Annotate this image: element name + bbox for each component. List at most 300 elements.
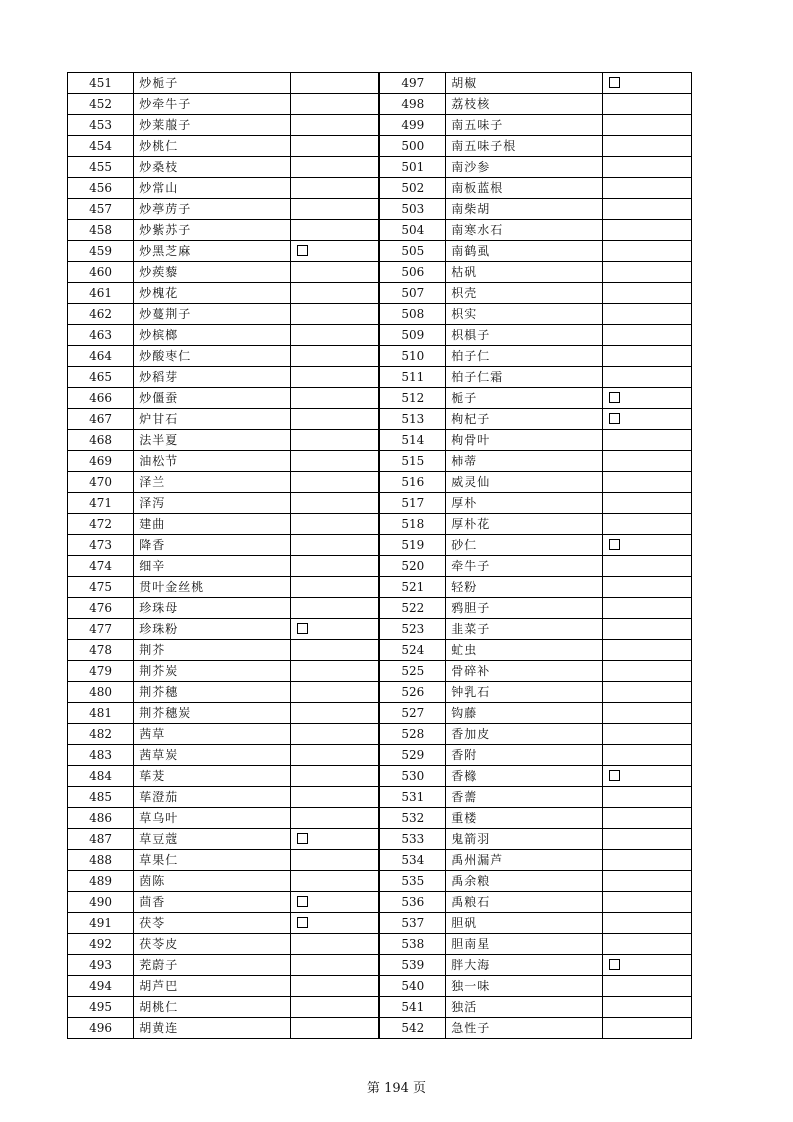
item-number: 462 bbox=[68, 304, 134, 325]
item-name: 降香 bbox=[134, 535, 291, 556]
item-name: 草果仁 bbox=[134, 850, 291, 871]
mark-cell bbox=[602, 703, 691, 724]
item-name: 炒牵牛子 bbox=[134, 94, 291, 115]
item-number: 457 bbox=[68, 199, 134, 220]
item-name: 荆芥 bbox=[134, 640, 291, 661]
item-number: 487 bbox=[68, 829, 134, 850]
mark-cell bbox=[290, 829, 379, 850]
mark-cell bbox=[290, 745, 379, 766]
mark-cell bbox=[290, 892, 379, 913]
table-row bbox=[68, 262, 692, 283]
mark-cell bbox=[290, 787, 379, 808]
item-number: 476 bbox=[68, 598, 134, 619]
table-row bbox=[68, 892, 692, 913]
mark-cell bbox=[290, 661, 379, 682]
item-number: 519 bbox=[379, 535, 445, 556]
mark-cell bbox=[602, 724, 691, 745]
item-name: 茵陈 bbox=[134, 871, 291, 892]
herb-table bbox=[67, 72, 692, 1039]
item-name: 茯苓 bbox=[134, 913, 291, 934]
item-number: 485 bbox=[68, 787, 134, 808]
item-name: 砂仁 bbox=[446, 535, 603, 556]
mark-cell bbox=[602, 871, 691, 892]
mark-cell bbox=[290, 808, 379, 829]
mark-cell bbox=[290, 367, 379, 388]
mark-cell bbox=[602, 136, 691, 157]
mark-cell bbox=[290, 262, 379, 283]
item-number: 451 bbox=[68, 73, 134, 94]
mark-cell bbox=[602, 325, 691, 346]
item-name: 独活 bbox=[446, 997, 603, 1018]
mark-cell bbox=[290, 199, 379, 220]
mark-cell bbox=[602, 346, 691, 367]
checkbox-icon[interactable] bbox=[609, 770, 620, 781]
checkbox-icon[interactable] bbox=[609, 77, 620, 88]
mark-cell bbox=[602, 997, 691, 1018]
table-row bbox=[68, 199, 692, 220]
table-row bbox=[68, 997, 692, 1018]
table-row bbox=[68, 241, 692, 262]
mark-cell bbox=[602, 661, 691, 682]
mark-cell bbox=[602, 367, 691, 388]
item-number: 511 bbox=[379, 367, 445, 388]
checkbox-icon[interactable] bbox=[609, 959, 620, 970]
item-name: 茺蔚子 bbox=[134, 955, 291, 976]
item-name: 炒稻芽 bbox=[134, 367, 291, 388]
mark-cell bbox=[602, 157, 691, 178]
item-number: 509 bbox=[379, 325, 445, 346]
item-name: 炒蔓荆子 bbox=[134, 304, 291, 325]
item-name: 南五味子根 bbox=[446, 136, 603, 157]
item-name: 建曲 bbox=[134, 514, 291, 535]
item-number: 471 bbox=[68, 493, 134, 514]
item-number: 531 bbox=[379, 787, 445, 808]
table-row bbox=[68, 493, 692, 514]
item-name: 香附 bbox=[446, 745, 603, 766]
item-number: 452 bbox=[68, 94, 134, 115]
mark-cell bbox=[602, 409, 691, 430]
mark-cell bbox=[290, 871, 379, 892]
mark-cell bbox=[602, 829, 691, 850]
item-name: 茴香 bbox=[134, 892, 291, 913]
table-row bbox=[68, 745, 692, 766]
table-row bbox=[68, 598, 692, 619]
mark-cell bbox=[602, 913, 691, 934]
item-number: 539 bbox=[379, 955, 445, 976]
item-number: 486 bbox=[68, 808, 134, 829]
mark-cell bbox=[290, 451, 379, 472]
mark-cell bbox=[602, 493, 691, 514]
mark-cell bbox=[290, 724, 379, 745]
item-name: 荆芥穗 bbox=[134, 682, 291, 703]
table-row bbox=[68, 283, 692, 304]
item-number: 480 bbox=[68, 682, 134, 703]
mark-cell bbox=[602, 976, 691, 997]
item-name: 法半夏 bbox=[134, 430, 291, 451]
item-number: 475 bbox=[68, 577, 134, 598]
item-name: 鸦胆子 bbox=[446, 598, 603, 619]
item-number: 533 bbox=[379, 829, 445, 850]
item-number: 541 bbox=[379, 997, 445, 1018]
item-number: 516 bbox=[379, 472, 445, 493]
mark-cell bbox=[290, 556, 379, 577]
item-name: 南板蓝根 bbox=[446, 178, 603, 199]
item-name: 柏子仁霜 bbox=[446, 367, 603, 388]
item-name: 鬼箭羽 bbox=[446, 829, 603, 850]
item-number: 499 bbox=[379, 115, 445, 136]
mark-cell bbox=[602, 850, 691, 871]
item-name: 细辛 bbox=[134, 556, 291, 577]
item-number: 503 bbox=[379, 199, 445, 220]
item-number: 517 bbox=[379, 493, 445, 514]
checkbox-icon[interactable] bbox=[609, 392, 620, 403]
item-number: 500 bbox=[379, 136, 445, 157]
mark-cell bbox=[602, 808, 691, 829]
item-number: 474 bbox=[68, 556, 134, 577]
mark-cell bbox=[602, 682, 691, 703]
item-name: 枯矾 bbox=[446, 262, 603, 283]
item-name: 枳椇子 bbox=[446, 325, 603, 346]
table-row bbox=[68, 304, 692, 325]
table-row bbox=[68, 136, 692, 157]
item-number: 470 bbox=[68, 472, 134, 493]
mark-cell bbox=[602, 430, 691, 451]
item-name: 珍珠母 bbox=[134, 598, 291, 619]
item-number: 465 bbox=[68, 367, 134, 388]
checkbox-icon[interactable] bbox=[609, 539, 620, 550]
item-number: 482 bbox=[68, 724, 134, 745]
item-name: 贯叶金丝桃 bbox=[134, 577, 291, 598]
mark-cell bbox=[290, 409, 379, 430]
footer-prefix: 第 bbox=[366, 1081, 380, 1096]
item-name: 草乌叶 bbox=[134, 808, 291, 829]
table-row bbox=[68, 724, 692, 745]
mark-cell bbox=[602, 892, 691, 913]
item-number: 496 bbox=[68, 1018, 134, 1039]
item-number: 460 bbox=[68, 262, 134, 283]
table-row bbox=[68, 388, 692, 409]
item-number: 524 bbox=[379, 640, 445, 661]
mark-cell bbox=[290, 598, 379, 619]
item-number: 538 bbox=[379, 934, 445, 955]
mark-cell bbox=[290, 178, 379, 199]
table-row bbox=[68, 577, 692, 598]
item-number: 468 bbox=[68, 430, 134, 451]
mark-cell bbox=[602, 262, 691, 283]
item-name: 韭菜子 bbox=[446, 619, 603, 640]
item-name: 炒栀子 bbox=[134, 73, 291, 94]
item-name: 枳实 bbox=[446, 304, 603, 325]
item-number: 534 bbox=[379, 850, 445, 871]
checkbox-icon[interactable] bbox=[609, 413, 620, 424]
checkbox-icon[interactable] bbox=[297, 917, 308, 928]
item-number: 522 bbox=[379, 598, 445, 619]
item-name: 南寒水石 bbox=[446, 220, 603, 241]
mark-cell bbox=[290, 640, 379, 661]
mark-cell bbox=[602, 73, 691, 94]
item-number: 513 bbox=[379, 409, 445, 430]
item-name: 泽泻 bbox=[134, 493, 291, 514]
item-number: 505 bbox=[379, 241, 445, 262]
table-row bbox=[68, 682, 692, 703]
item-name: 威灵仙 bbox=[446, 472, 603, 493]
mark-cell bbox=[290, 997, 379, 1018]
item-name: 炒常山 bbox=[134, 178, 291, 199]
item-name: 重楼 bbox=[446, 808, 603, 829]
item-number: 535 bbox=[379, 871, 445, 892]
mark-cell bbox=[602, 220, 691, 241]
table-row bbox=[68, 850, 692, 871]
item-number: 494 bbox=[68, 976, 134, 997]
item-name: 轻粉 bbox=[446, 577, 603, 598]
item-number: 514 bbox=[379, 430, 445, 451]
item-name: 香薷 bbox=[446, 787, 603, 808]
table-row bbox=[68, 619, 692, 640]
item-name: 炒黑芝麻 bbox=[134, 241, 291, 262]
mark-cell bbox=[290, 241, 379, 262]
item-name: 荜茇 bbox=[134, 766, 291, 787]
item-name: 炒桃仁 bbox=[134, 136, 291, 157]
item-number: 528 bbox=[379, 724, 445, 745]
mark-cell bbox=[290, 325, 379, 346]
item-name: 炒蒺藜 bbox=[134, 262, 291, 283]
mark-cell bbox=[290, 430, 379, 451]
item-name: 钟乳石 bbox=[446, 682, 603, 703]
item-number: 540 bbox=[379, 976, 445, 997]
item-name: 独一味 bbox=[446, 976, 603, 997]
table-row bbox=[68, 976, 692, 997]
mark-cell bbox=[602, 241, 691, 262]
table-row bbox=[68, 346, 692, 367]
item-name: 枸杞子 bbox=[446, 409, 603, 430]
item-number: 456 bbox=[68, 178, 134, 199]
item-number: 542 bbox=[379, 1018, 445, 1039]
item-name: 胡桃仁 bbox=[134, 997, 291, 1018]
item-name: 胆矾 bbox=[446, 913, 603, 934]
item-number: 512 bbox=[379, 388, 445, 409]
item-name: 泽兰 bbox=[134, 472, 291, 493]
item-number: 481 bbox=[68, 703, 134, 724]
item-number: 521 bbox=[379, 577, 445, 598]
table-row bbox=[68, 409, 692, 430]
item-number: 477 bbox=[68, 619, 134, 640]
item-name: 骨碎补 bbox=[446, 661, 603, 682]
mark-cell bbox=[602, 304, 691, 325]
item-number: 463 bbox=[68, 325, 134, 346]
item-number: 498 bbox=[379, 94, 445, 115]
mark-cell bbox=[602, 934, 691, 955]
table-row bbox=[68, 766, 692, 787]
item-number: 508 bbox=[379, 304, 445, 325]
table-row bbox=[68, 829, 692, 850]
mark-cell bbox=[290, 934, 379, 955]
item-name: 枳壳 bbox=[446, 283, 603, 304]
table-row bbox=[68, 703, 692, 724]
item-number: 530 bbox=[379, 766, 445, 787]
table-row bbox=[68, 955, 692, 976]
table-row bbox=[68, 94, 692, 115]
item-name: 禹州漏芦 bbox=[446, 850, 603, 871]
item-name: 钩藤 bbox=[446, 703, 603, 724]
mark-cell bbox=[602, 598, 691, 619]
item-number: 495 bbox=[68, 997, 134, 1018]
footer-suffix: 页 bbox=[413, 1081, 427, 1096]
checkbox-icon[interactable] bbox=[297, 623, 308, 634]
item-number: 458 bbox=[68, 220, 134, 241]
mark-cell bbox=[290, 766, 379, 787]
item-number: 493 bbox=[68, 955, 134, 976]
item-number: 467 bbox=[68, 409, 134, 430]
item-name: 厚朴花 bbox=[446, 514, 603, 535]
item-name: 柿蒂 bbox=[446, 451, 603, 472]
item-name: 虻虫 bbox=[446, 640, 603, 661]
item-number: 489 bbox=[68, 871, 134, 892]
item-number: 464 bbox=[68, 346, 134, 367]
item-number: 478 bbox=[68, 640, 134, 661]
mark-cell bbox=[602, 388, 691, 409]
item-number: 466 bbox=[68, 388, 134, 409]
table-row bbox=[68, 787, 692, 808]
mark-cell bbox=[290, 703, 379, 724]
item-number: 455 bbox=[68, 157, 134, 178]
checkbox-icon[interactable] bbox=[297, 245, 308, 256]
item-name: 胆南星 bbox=[446, 934, 603, 955]
checkbox-icon[interactable] bbox=[297, 896, 308, 907]
mark-cell bbox=[290, 619, 379, 640]
mark-cell bbox=[290, 115, 379, 136]
item-number: 504 bbox=[379, 220, 445, 241]
item-name: 草豆蔻 bbox=[134, 829, 291, 850]
item-number: 454 bbox=[68, 136, 134, 157]
mark-cell bbox=[602, 766, 691, 787]
mark-cell bbox=[290, 283, 379, 304]
item-number: 520 bbox=[379, 556, 445, 577]
table-row bbox=[68, 1018, 692, 1039]
mark-cell bbox=[290, 346, 379, 367]
table-row bbox=[68, 220, 692, 241]
table-row bbox=[68, 934, 692, 955]
mark-cell bbox=[290, 850, 379, 871]
item-name: 荔枝核 bbox=[446, 94, 603, 115]
item-number: 523 bbox=[379, 619, 445, 640]
item-name: 炒紫苏子 bbox=[134, 220, 291, 241]
table-row bbox=[68, 178, 692, 199]
mark-cell bbox=[602, 745, 691, 766]
item-number: 526 bbox=[379, 682, 445, 703]
item-name: 荜澄茄 bbox=[134, 787, 291, 808]
item-number: 510 bbox=[379, 346, 445, 367]
mark-cell bbox=[602, 514, 691, 535]
item-name: 南五味子 bbox=[446, 115, 603, 136]
item-number: 473 bbox=[68, 535, 134, 556]
page-footer bbox=[0, 1077, 793, 1096]
item-name: 禹余粮 bbox=[446, 871, 603, 892]
mark-cell bbox=[602, 115, 691, 136]
item-number: 502 bbox=[379, 178, 445, 199]
item-name: 柏子仁 bbox=[446, 346, 603, 367]
table-row bbox=[68, 451, 692, 472]
checkbox-icon[interactable] bbox=[297, 833, 308, 844]
mark-cell bbox=[602, 283, 691, 304]
page-number: 194 bbox=[384, 1081, 409, 1096]
mark-cell bbox=[602, 619, 691, 640]
mark-cell bbox=[602, 94, 691, 115]
item-name: 胡椒 bbox=[446, 73, 603, 94]
mark-cell bbox=[290, 220, 379, 241]
item-name: 炒葶苈子 bbox=[134, 199, 291, 220]
item-number: 472 bbox=[68, 514, 134, 535]
mark-cell bbox=[602, 472, 691, 493]
table-row bbox=[68, 640, 692, 661]
mark-cell bbox=[602, 178, 691, 199]
table-row bbox=[68, 871, 692, 892]
mark-cell bbox=[290, 535, 379, 556]
item-number: 461 bbox=[68, 283, 134, 304]
item-number: 484 bbox=[68, 766, 134, 787]
item-name: 荆芥炭 bbox=[134, 661, 291, 682]
item-name: 胡黄连 bbox=[134, 1018, 291, 1039]
herb-list-sheet bbox=[67, 72, 692, 1039]
item-name: 牵牛子 bbox=[446, 556, 603, 577]
mark-cell bbox=[602, 787, 691, 808]
table-row bbox=[68, 367, 692, 388]
table-row bbox=[68, 808, 692, 829]
item-name: 珍珠粉 bbox=[134, 619, 291, 640]
item-name: 炒桑枝 bbox=[134, 157, 291, 178]
item-name: 茜草炭 bbox=[134, 745, 291, 766]
table-row bbox=[68, 661, 692, 682]
mark-cell bbox=[602, 535, 691, 556]
table-row bbox=[68, 430, 692, 451]
mark-cell bbox=[602, 640, 691, 661]
table-row bbox=[68, 913, 692, 934]
item-number: 479 bbox=[68, 661, 134, 682]
item-name: 香橼 bbox=[446, 766, 603, 787]
item-name: 油松节 bbox=[134, 451, 291, 472]
mark-cell bbox=[290, 157, 379, 178]
table-row bbox=[68, 535, 692, 556]
item-number: 497 bbox=[379, 73, 445, 94]
item-name: 炉甘石 bbox=[134, 409, 291, 430]
mark-cell bbox=[290, 472, 379, 493]
mark-cell bbox=[290, 493, 379, 514]
item-number: 483 bbox=[68, 745, 134, 766]
mark-cell bbox=[290, 577, 379, 598]
item-number: 469 bbox=[68, 451, 134, 472]
mark-cell bbox=[290, 94, 379, 115]
table-row bbox=[68, 472, 692, 493]
herb-table-body bbox=[68, 73, 692, 1039]
mark-cell bbox=[290, 304, 379, 325]
item-name: 荆芥穗炭 bbox=[134, 703, 291, 724]
table-row bbox=[68, 514, 692, 535]
mark-cell bbox=[290, 913, 379, 934]
item-name: 栀子 bbox=[446, 388, 603, 409]
item-number: 507 bbox=[379, 283, 445, 304]
item-number: 453 bbox=[68, 115, 134, 136]
item-name: 炒莱菔子 bbox=[134, 115, 291, 136]
mark-cell bbox=[602, 451, 691, 472]
item-number: 506 bbox=[379, 262, 445, 283]
item-number: 515 bbox=[379, 451, 445, 472]
mark-cell bbox=[290, 955, 379, 976]
mark-cell bbox=[290, 73, 379, 94]
item-name: 禹粮石 bbox=[446, 892, 603, 913]
item-number: 525 bbox=[379, 661, 445, 682]
item-number: 491 bbox=[68, 913, 134, 934]
table-row bbox=[68, 556, 692, 577]
item-name: 南柴胡 bbox=[446, 199, 603, 220]
